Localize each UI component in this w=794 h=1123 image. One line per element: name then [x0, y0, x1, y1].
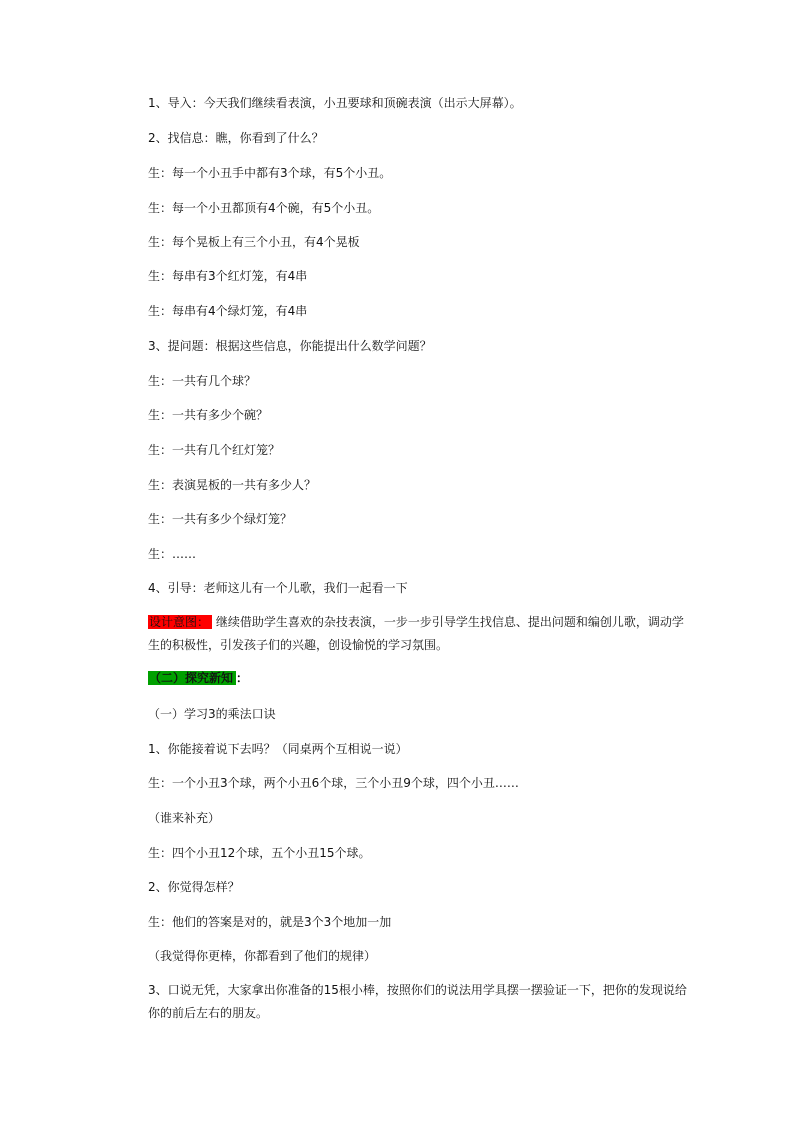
- intro-line: 1、导入：今天我们继续看表演，小丑要球和顶碗表演（出示大屏幕）。: [148, 96, 522, 110]
- section-heading: [148, 668, 708, 688]
- student-question-line: 生：一共有多少个绿灯笼？: [148, 512, 293, 526]
- student-answer-line: 生：四个小丑12个球，五个小丑15个球。: [148, 846, 371, 860]
- student-ellipsis-line: 生：……: [148, 547, 197, 561]
- prompt-line: 1、你能接着说下去吗？（同桌两个互相说一说）: [148, 742, 408, 756]
- section-label: （二）探究新知: [148, 671, 236, 685]
- student-answer-line: 生：他们的答案是对的，就是3个3个地加一加: [148, 915, 392, 929]
- verify-paragraph: 3、口说无凭，大家拿出你准备的15根小棒，按照你们的说法用学具摆一摆验证一下，把你的发现说给你的前后左右的朋友。: [148, 983, 687, 1020]
- design-intent-paragraph: [148, 611, 688, 657]
- teacher-note-line: （谁来补充）: [148, 811, 221, 825]
- prompt-line: 2、你觉得怎样？: [148, 880, 240, 894]
- design-intent-text: 继续借助学生喜欢的杂技表演，一步一步引导学生找信息、提出问题和编创儿歌，调动学生的积极性，引发孩子们的兴趣，创设愉悦的学习氛围。: [148, 615, 684, 652]
- teacher-note-line: （我觉得你更棒，你都看到了他们的规律）: [148, 949, 377, 963]
- student-answer-line: 生：每串有4个绿灯笼，有4串: [148, 304, 308, 318]
- student-answer-line: 生：一个小丑3个球，两个小丑6个球，三个小丑9个球，四个小丑……: [148, 776, 519, 790]
- subsection-title: （一）学习3的乘法口诀: [148, 707, 276, 721]
- guide-line: 4、引导：老师这儿有一个儿歌，我们一起看一下: [148, 581, 408, 595]
- student-answer-line: 生：每一个小丑都顶有4个碗，有5个小丑。: [148, 201, 380, 215]
- section-colon: ：: [236, 671, 249, 685]
- student-question-line: 生：表演晃板的一共有多少人？: [148, 478, 317, 492]
- student-answer-line: 生：每串有3个红灯笼，有4串: [148, 269, 308, 283]
- student-answer-line: 生：每一个小丑手中都有3个球，有5个小丑。: [148, 166, 392, 180]
- find-info-line: 2、找信息：瞧，你看到了什么？: [148, 131, 324, 145]
- design-intent-label: 设计意图：: [148, 615, 212, 629]
- student-answer-line: 生：每个晃板上有三个小丑，有4个晃板: [148, 235, 360, 249]
- ask-question-line: 3、提问题：根据这些信息，你能提出什么数学问题？: [148, 339, 432, 353]
- student-question-line: 生：一共有几个球？: [148, 374, 257, 388]
- student-question-line: 生：一共有多少个碗？: [148, 408, 269, 422]
- student-question-line: 生：一共有几个红灯笼？: [148, 443, 281, 457]
